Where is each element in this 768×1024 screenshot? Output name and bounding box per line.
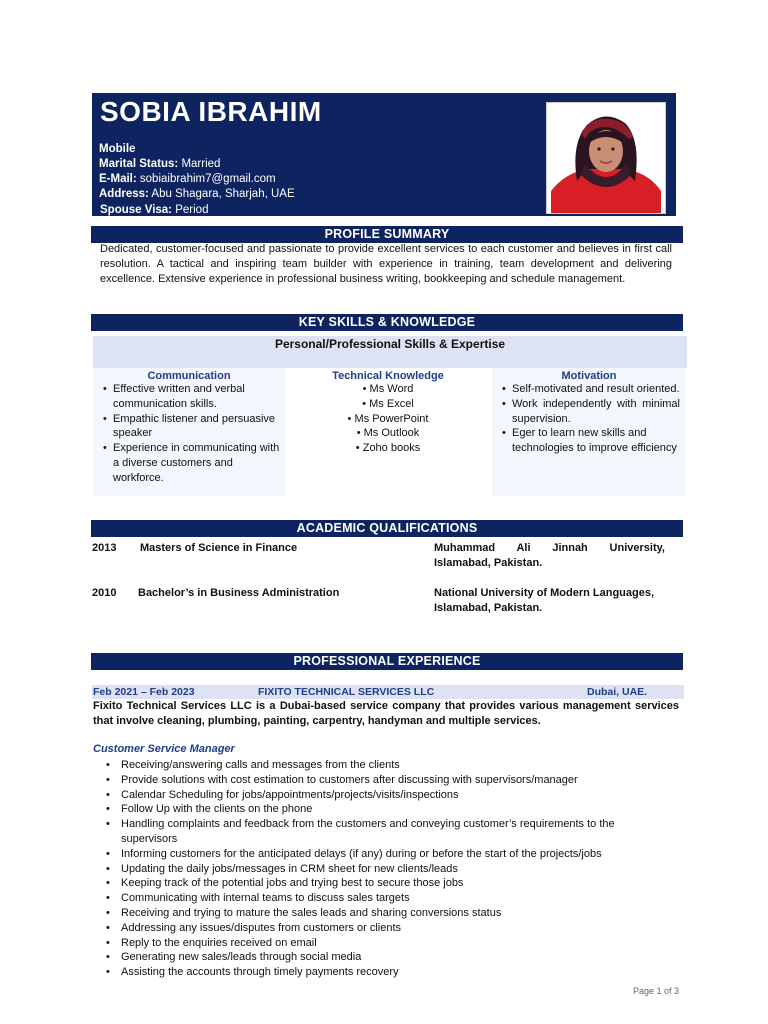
marital-value: Married (181, 158, 221, 170)
key-skills-heading: KEY SKILLS & KNOWLEDGE (91, 314, 683, 331)
profile-summary-text: Dedicated, customer-focused and passionate to provide excellent services to each customer and believes in first call resolution. A tactical and inspiring team builder with experience in training, team development and delivering excellence. Extensive experience in professional business writing, bookkeeping and schedule management. (100, 243, 672, 285)
address-label: Address: (99, 188, 149, 200)
address-value: Abu Shagara, Sharjah, UAE (151, 188, 295, 200)
list-item: • Handling complaints and feedback from the customers and conveying customer’s requirements to the supervisors (93, 817, 683, 847)
list-item: • Informing customers for the anticipated delays (if any) during or before the start of the projects/jobs (93, 847, 683, 862)
job-period: Feb 2021 – Feb 2023 (93, 686, 195, 698)
skills-column-technical (290, 368, 486, 496)
duties-list (93, 758, 683, 980)
column-heading: Motivation (561, 370, 617, 382)
list-item: • Assisting the accounts through timely payments recovery (93, 965, 683, 980)
visa-line (100, 203, 208, 218)
marital-line (99, 157, 220, 172)
list-item: • Empathic listener and persuasive speaker (93, 412, 285, 442)
email-line (99, 172, 276, 187)
profile-summary-heading: PROFILE SUMMARY (91, 226, 683, 243)
list-item: • Communicating with internal teams to discuss sales targets (93, 891, 683, 906)
edu-institution: Muhammad Ali Jinnah University, Islamabad, Pakistan. (434, 542, 665, 569)
list-item: • Reply to the enquiries received on email (93, 936, 683, 951)
experience-heading: PROFESSIONAL EXPERIENCE (91, 653, 683, 670)
list-item: • Zoho books (290, 441, 486, 456)
edu-institution: National University of Modern Languages, Islamabad, Pakistan. (434, 587, 655, 614)
email-label: E-Mail: (99, 173, 137, 185)
list-item: • Keeping track of the potential jobs and trying best to secure those jobs (93, 876, 683, 891)
visa-value: Period (175, 204, 209, 216)
edu-year: 2013 (92, 542, 117, 554)
list-item: • Receiving/answering calls and messages from the clients (93, 758, 683, 773)
skills-column-motivation (492, 368, 686, 496)
profile-photo (546, 102, 666, 214)
list-item: • Generating new sales/leads through social media (93, 950, 683, 965)
job-role: Customer Service Manager (93, 743, 235, 755)
list-item: • Addressing any issues/disputes from customers or clients (93, 921, 683, 936)
list-item: • Self-motivated and result oriented. (492, 382, 686, 397)
column-heading: Technical Knowledge (332, 370, 444, 382)
candidate-name: SOBIA IBRAHIM (100, 96, 322, 127)
page-number: Page 1 of 3 (633, 986, 680, 996)
marital-label: Marital Status: (99, 158, 179, 170)
mobile-line (99, 142, 135, 157)
edu-year: 2010 (92, 587, 117, 599)
motivation-list (492, 382, 686, 456)
edu-degree: Masters of Science in Finance (140, 542, 298, 554)
email-value[interactable]: sobiaibrahim7@gmail.com (139, 173, 276, 185)
skills-subheading: Personal/Professional Skills & Expertise (274, 337, 506, 351)
list-item: • Ms PowerPoint (290, 412, 486, 427)
list-item: • Ms Word (290, 382, 486, 397)
list-item: • Ms Excel (290, 397, 486, 412)
list-item: • Calendar Scheduling for jobs/appointments/projects/visits/inspections (93, 788, 683, 803)
skills-column-communication (93, 368, 285, 496)
list-item: • Updating the daily jobs/messages in CRM sheet for new clients/leads (93, 862, 683, 877)
column-heading: Communication (147, 370, 231, 382)
list-item: • Work independently with minimal supervision. (492, 397, 686, 427)
list-item: • Experience in communicating with a diverse customers and workforce. (93, 441, 285, 485)
technical-list (290, 382, 486, 456)
job-company: FIXITO TECHNICAL SERVICES LLC (258, 686, 435, 698)
mobile-label: Mobile (99, 143, 136, 155)
list-item: • Eger to learn new skills and technologies to improve efficiency (492, 426, 686, 456)
address-line (99, 187, 295, 202)
portrait-image (547, 103, 665, 213)
visa-label: Spouse Visa: (100, 204, 173, 216)
company-description: Fixito Technical Services LLC is a Dubai-based service company that provides various management services that involve cleaning, plumbing, painting, carpentry, handyman and multiple services. (93, 700, 679, 727)
list-item: • Ms Outlook (290, 426, 486, 441)
list-item: • Follow Up with the clients on the phone (93, 802, 683, 817)
communication-list (93, 382, 285, 486)
academic-heading: ACADEMIC QUALIFICATIONS (91, 520, 683, 537)
list-item: • Effective written and verbal communication skills. (93, 382, 285, 412)
list-item: • Receiving and trying to mature the sales leads and sharing conversions status (93, 906, 683, 921)
list-item: • Provide solutions with cost estimation to customers after discussing with supervisors/manager (93, 773, 683, 788)
edu-degree: Bachelor’s in Business Administration (138, 587, 340, 599)
job-location: Dubai, UAE. (587, 686, 648, 698)
